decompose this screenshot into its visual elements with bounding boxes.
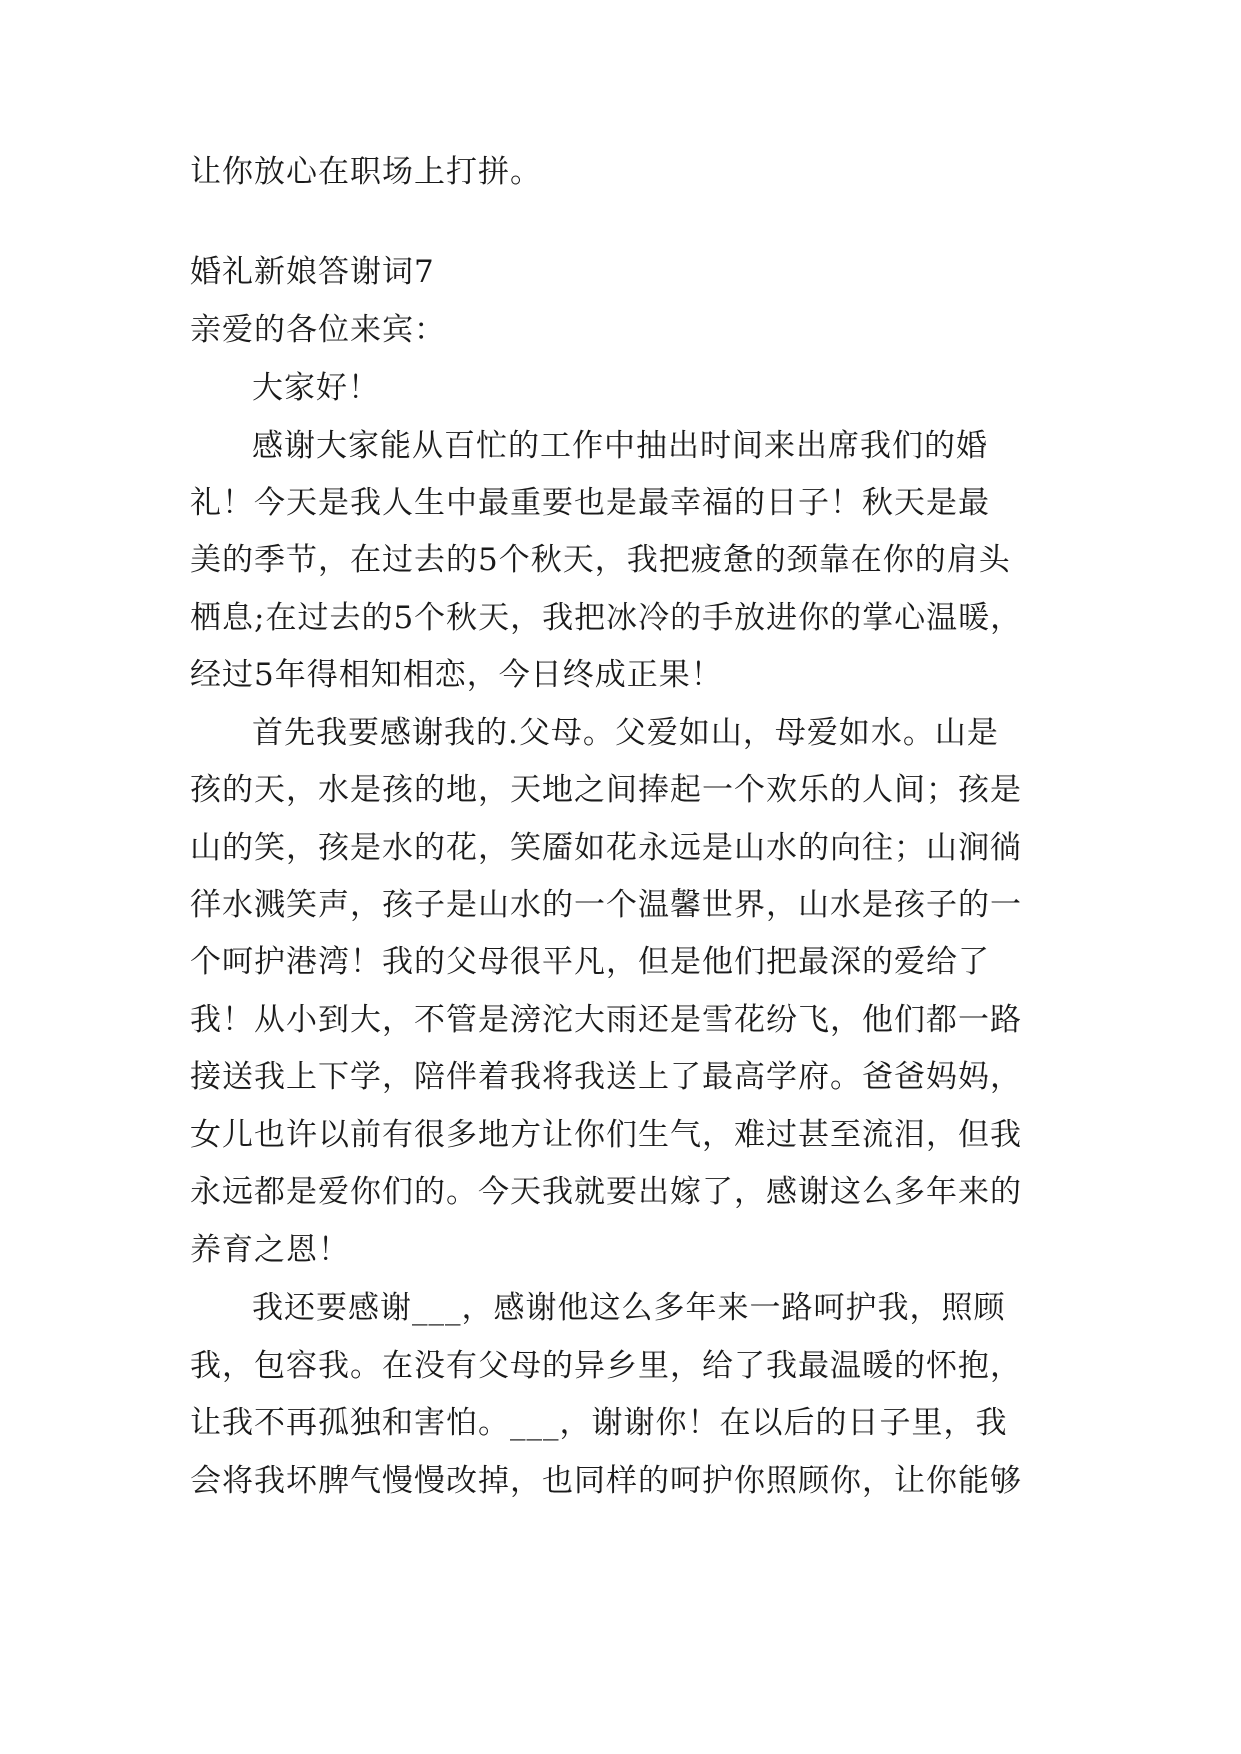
paragraph-line: 徉水溅笑声，孩子是山水的一个温馨世界，山水是孩子的一: [190, 887, 1022, 923]
paragraph-line: 女儿也许以前有很多地方让你们生气，难过甚至流泪，但我: [190, 1117, 1022, 1153]
paragraph-line: 首先我要感谢我的.父母。父爱如山，母爱如水。山是: [252, 715, 999, 751]
paragraph-line: 栖息;在过去的5个秋天，我把冰冷的手放进你的掌心温暖，: [190, 600, 1023, 636]
paragraph-line: 让我不再孤独和害怕。___，谢谢你！在以后的日子里，我: [190, 1405, 1008, 1441]
paragraph-line: 山的笑，孩是水的花，笑靥如花永远是山水的向往；山涧徜: [190, 830, 1022, 866]
paragraph-line: 接送我上下学，陪伴着我将我送上了最高学府。爸爸妈妈，: [190, 1059, 1022, 1095]
paragraph-line: 感谢大家能从百忙的工作中抽出时间来出席我们的婚: [252, 428, 988, 464]
paragraph-line: 美的季节，在过去的5个秋天，我把疲惫的颈靠在你的肩头: [190, 542, 1011, 578]
text-line: 让你放心在职场上打拼。: [190, 154, 542, 190]
paragraph-line: 养育之恩！: [190, 1232, 350, 1268]
paragraph-line: 我还要感谢___，感谢他这么多年来一路呵护我，照顾: [252, 1290, 1006, 1326]
section-title: 婚礼新娘答谢词7: [190, 254, 435, 290]
salutation: 亲爱的各位来宾：: [190, 312, 446, 348]
paragraph-line: 会将我坏脾气慢慢改掉，也同样的呵护你照顾你，让你能够: [190, 1463, 1022, 1499]
greeting: 大家好！: [252, 370, 380, 406]
paragraph-line: 经过5年得相知相恋，今日终成正果！: [190, 657, 723, 693]
paragraph-line: 个呵护港湾！我的父母很平凡，但是他们把最深的爱给了: [190, 944, 990, 980]
paragraph-line: 我！从小到大，不管是滂沱大雨还是雪花纷飞，他们都一路: [190, 1002, 1022, 1038]
paragraph-line: 我，包容我。在没有父母的异乡里，给了我最温暖的怀抱，: [190, 1348, 1022, 1384]
paragraph-line: 孩的天，水是孩的地，天地之间捧起一个欢乐的人间；孩是: [190, 772, 1022, 808]
paragraph-line: 礼！今天是我人生中最重要也是最幸福的日子！秋天是最: [190, 485, 990, 521]
paragraph-line: 永远都是爱你们的。今天我就要出嫁了，感谢这么多年来的: [190, 1174, 1022, 1210]
